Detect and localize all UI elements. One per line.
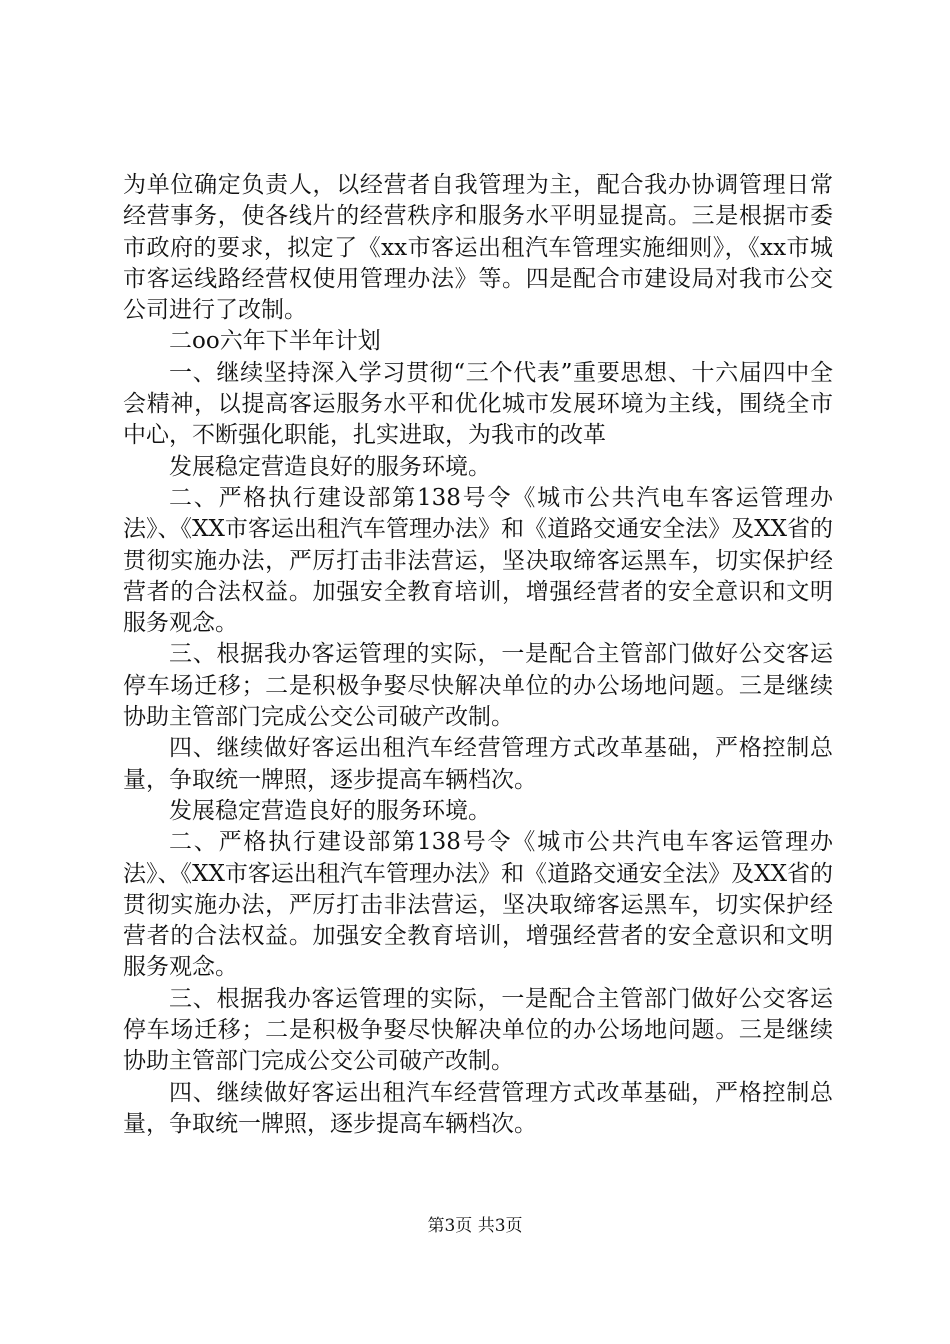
paragraph-1: 为单位确定负责人，以经营者自我管理为主，配合我办协调管理日常经营事务，使各线片的经营秩序和服务水平明显提高。三是根据市委市政府的要求，拟定了《xx市客运出租汽车管理实施细则》，《xx市城市客运线路经营权使用管理办法》等。四是配合市建设局对我市公交公司进行了改制。 (123, 172, 833, 324)
paragraph-4: 发展稳定营造良好的服务环境。 (169, 453, 491, 480)
paragraph-11: 四、继续做好客运出租汽车经营管理方式改革基础，严格控制总量，争取统一牌照，逐步提高车辆档次。 (123, 1079, 833, 1137)
page-number-label: 第3页 共3页 (427, 1216, 523, 1236)
document-body (123, 170, 833, 1140)
paragraph-5: 二、严格执行建设部第138号令《城市公共汽电车客运管理办法》、《XX市客运出租汽车管理办法》和《道路交通安全法》及XX省的贯彻实施办法，严厉打击非法营运，坚决取缔客运黑车，切实保护经营者的合法权益。加强安全教育培训，增强经营者的安全意识和文明服务观念。 (123, 484, 833, 637)
paragraph-7: 四、继续做好客运出租汽车经营管理方式改革基础，严格控制总量，争取统一牌照，逐步提高车辆档次。 (123, 735, 833, 793)
paragraph-10: 三、根据我办客运管理的实际，一是配合主管部门做好公交客运停车场迁移；二是积极争娶尽快解决单位的办公场地问题。三是继续协助主管部门完成公交公司破产改制。 (123, 985, 833, 1075)
paragraph-6: 三、根据我办客运管理的实际，一是配合主管部门做好公交客运停车场迁移；二是积极争娶尽快解决单位的办公场地问题。三是继续协助主管部门完成公交公司破产改制。 (123, 641, 833, 731)
paragraph-9: 二、严格执行建设部第138号令《城市公共汽电车客运管理办法》、《XX市客运出租汽车管理办法》和《道路交通安全法》及XX省的贯彻实施办法，严厉打击非法营运，坚决取缔客运黑车，切实保护经营者的合法权益。加强安全教育培训，增强经营者的安全意识和文明服务观念。 (123, 829, 833, 981)
page-footer (0, 1214, 950, 1238)
paragraph-2: 二oo六年下半年计划 (169, 328, 381, 355)
paragraph-3: 一、继续坚持深入学习贯彻“三个代表”重要思想、十六届四中全会精神，以提高客运服务水平和优化城市发展环境为主线，围绕全市中心，不断强化职能，扎实进取，为我市的改革 (123, 359, 833, 449)
paragraph-8: 发展稳定营造良好的服务环境。 (169, 797, 491, 824)
